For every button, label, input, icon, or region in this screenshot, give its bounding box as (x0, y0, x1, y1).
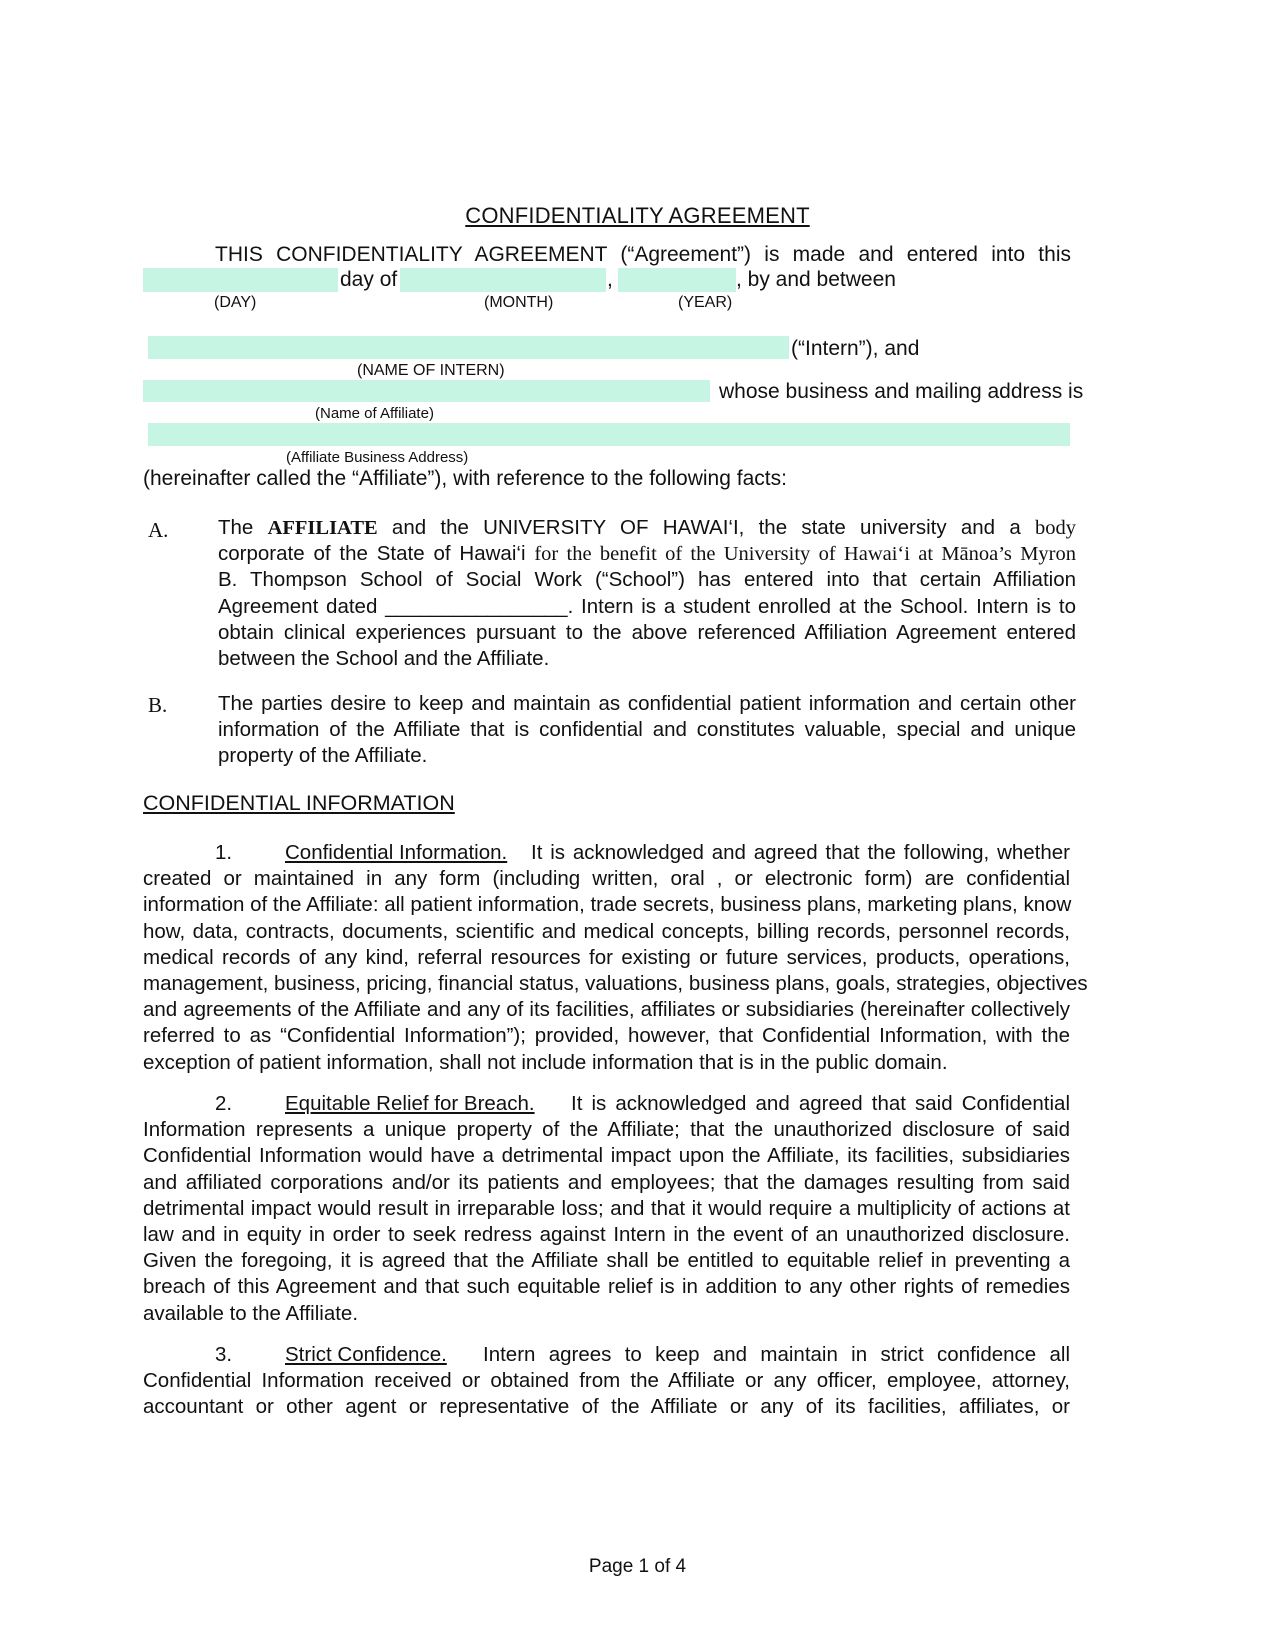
recital-b-line-2: information of the Affiliate that is confidential and constitutes valuable, special and unique (218, 718, 1076, 742)
clause-1-line-2: created or maintained in any form (including written, oral , or electronic form) are confidential (143, 867, 1070, 891)
clause-2-line-8: breach of this Agreement and that such equitable relief is in addition to any other rights of remedies (143, 1275, 1070, 1299)
clause-1-first-text: It is acknowledged and agreed that the following, whether (531, 841, 1070, 864)
recital-b-line-3: property of the Affiliate. (218, 744, 428, 768)
recital-a-line-1: The AFFILIATE and the UNIVERSITY OF HAWAI‘I, the state university and a body (218, 516, 1076, 539)
clause-1 (143, 840, 1088, 1076)
affiliate-address-field[interactable] (148, 423, 1070, 446)
intern-suffix: (“Intern”), and (791, 337, 920, 360)
clause-1-number: 1. (215, 841, 233, 864)
recital-a-line-3: B. Thompson School of Social Work (“School”) has entered into that certain Affiliation (218, 568, 1076, 592)
clause-2-line-7: Given the foregoing, it is agreed that the Affiliate shall be entitled to equitable relief in preventing a (143, 1249, 1070, 1273)
clause-2-number: 2. (215, 1092, 233, 1115)
year-field[interactable] (618, 268, 736, 292)
clause-2-first-text: It is acknowledged and agreed that said Confidential (571, 1092, 1070, 1115)
clause-3-first-text: Intern agrees to keep and maintain in strict confidence all (483, 1343, 1070, 1366)
comma-label: , (607, 268, 613, 291)
clause-2-line-4: and affiliated corporations and/or its patients and employees; that the damages resulting from said (143, 1170, 1070, 1194)
recital-a-line-2: corporate of the State of Hawai‘i for the benefit of the University of Hawai‘i at Mānoa’s Myron (218, 542, 1076, 566)
recital-a-line-5: obtain clinical experiences pursuant to the above referenced Affiliation Agreement entered (218, 620, 1076, 644)
hereinafter-line: (hereinafter called the “Affiliate”), with reference to the following facts: (143, 467, 787, 490)
day-caption: (DAY) (214, 294, 257, 311)
clause-2-line-1 (143, 1091, 1070, 1117)
clause-3 (143, 1342, 1070, 1421)
clause-2-line-3: Confidential Information would have a detrimental impact upon the Affiliate, its facilities, subsidiaries (143, 1144, 1070, 1168)
recital-a-letter: A. (148, 518, 169, 542)
clause-2-line-2: Information represents a unique property of the Affiliate; that the unauthorized disclosure of said (143, 1118, 1070, 1142)
recital-a (218, 515, 1076, 672)
clause-2-line-9: available to the Affiliate. (143, 1301, 359, 1325)
recital-a-line-6: between the School and the Affiliate. (218, 647, 550, 671)
clause-3-line-2: Confidential Information received or obtained from the Affiliate or any officer, employee, attorney, (143, 1369, 1070, 1393)
clause-1-line-1 (143, 840, 1070, 866)
by-and-between-label: , by and between (736, 268, 896, 291)
clause-1-line-6: management, business, pricing, financial status, valuations, business plans, goals, strategies, objectives (143, 972, 1088, 995)
recital-a-line-4: Agreement dated ________________. Intern is a student enrolled at the School. Intern is to (218, 594, 1076, 618)
intro-line: THIS CONFIDENTIALITY AGREEMENT (“Agreement”) is made and entered into this (215, 243, 1071, 266)
clause-2 (143, 1091, 1070, 1327)
recital-b (218, 691, 1076, 770)
month-caption: (MONTH) (484, 294, 554, 311)
document-title: CONFIDENTIALITY AGREEMENT (465, 203, 810, 228)
clause-3-heading: Strict Confidence. (285, 1343, 447, 1366)
clause-1-line-4: how, data, contracts, documents, scientific and medical concepts, billing records, personnel records, (143, 919, 1070, 943)
clause-1-line-9: exception of patient information, shall not include information that is in the public domain. (143, 1050, 948, 1074)
clause-1-line-8: referred to as “Confidential Information”); provided, however, that Confidential Information, with the (143, 1024, 1070, 1048)
intern-name-field[interactable] (148, 336, 789, 359)
day-of-label: day of (340, 268, 398, 291)
address-suffix: whose business and mailing address is (719, 380, 1084, 403)
clause-1-line-7: and agreements of the Affiliate and any of its facilities, affiliates or subsidiaries (hereinafter collectively (143, 998, 1070, 1022)
section-heading: CONFIDENTIAL INFORMATION (143, 791, 455, 815)
affiliate-caption: (Name of Affiliate) (315, 405, 434, 422)
address-caption: (Affiliate Business Address) (286, 449, 469, 466)
page-number: Page 1 of 4 (588, 1556, 687, 1577)
clause-1-line-5: medical records of any kind, referral resources for existing or future services, products, operations, (143, 945, 1070, 969)
intern-caption: (NAME OF INTERN) (357, 362, 505, 379)
clause-2-heading: Equitable Relief for Breach. (285, 1092, 535, 1115)
month-field[interactable] (400, 268, 606, 292)
clause-3-number: 3. (215, 1343, 233, 1366)
clause-2-line-5: detrimental impact would result in irreparable loss; and that it would require a multiplicity of actions at (143, 1196, 1070, 1220)
clause-1-heading: Confidential Information. (285, 841, 508, 864)
clause-1-line-3: information of the Affiliate: all patient information, trade secrets, business plans, marketing plans, know (143, 893, 1072, 917)
recital-b-letter: B. (148, 693, 168, 717)
clause-2-line-6: law and in equity in order to seek redress against Intern in the event of an unauthorized disclosure. (143, 1223, 1070, 1246)
recital-b-line-1: The parties desire to keep and maintain as confidential patient information and certain other (218, 692, 1076, 715)
year-caption: (YEAR) (678, 294, 733, 311)
day-field[interactable] (143, 268, 338, 292)
clause-3-line-1 (143, 1342, 1070, 1368)
affiliate-name-field[interactable] (143, 380, 710, 402)
clause-3-line-3: accountant or other agent or representative of the Affiliate or any of its facilities, affiliates, or (143, 1395, 1070, 1419)
